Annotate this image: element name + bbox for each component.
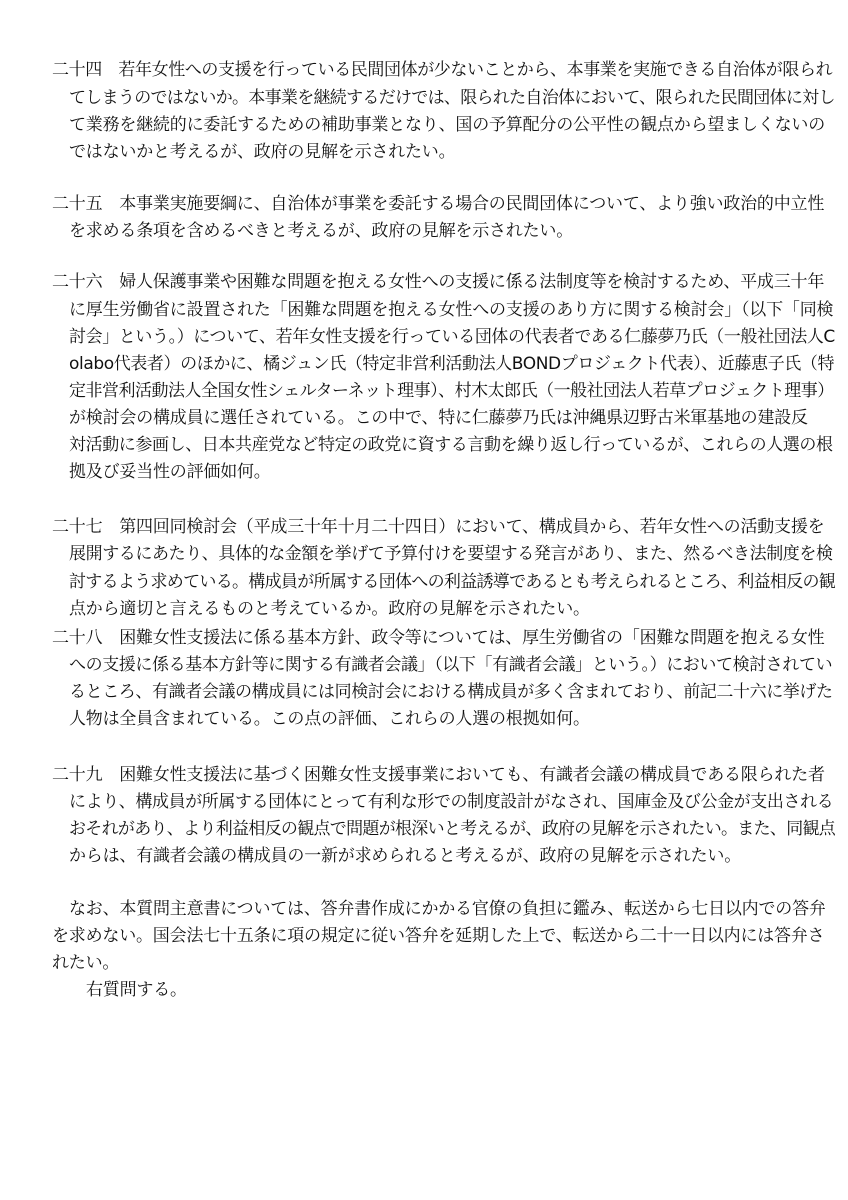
item-28-line-4: 人物は全員含まれている。この点の評価、これらの人選の根拠如何。 [69,709,590,729]
item-27-line-2: 展開するにあたり、具体的な金額を挙げて予算付けを要望する発言があり、また、然るべき法制度を検 [69,544,833,564]
item-27-line-4: 点から適切と言えるものと考えているか。政府の見解を示されたい。 [69,599,590,619]
closing-line-3: れたい。 [52,953,120,973]
item-24-line-2: てしまうのではないか。本事業を継続するだけでは、限られた自治体において、限られた民間団体に対し [69,88,835,108]
item-26-line-2: に厚生労働省に設置された「困難な問題を抱える女性への支援のあり方に関する検討会」（以下「同検 [69,300,834,320]
item-29-line-1: 二十九 困難女性支援法に基づく困難女性支援事業においても、有識者会議の構成員である限られた者 [52,765,825,785]
closing-line-2: を求めない。国会法七十五条に項の規定に従い答弁を延期した上で、転送から二十一日以内には答弁さ [52,926,825,946]
item-26-line-7: 対活動に参画し、日本共産党など特定の政党に資する言動を繰り返し行っているが、これらの人選の根 [69,435,833,455]
item-25-line-1: 二十五 本事業実施要綱に、自治体が事業を委託する場合の民間団体について、より強い政治的中立性 [52,194,825,214]
item-25-line-2: を求める条項を含めるべきと考えるが、政府の見解を示されたい。 [69,221,573,241]
item-29-line-2: により、構成員が所属する団体にとって有利な形での制度設計がなされ、国庫金及び公金が支出される [69,792,834,812]
item-28-line-2: への支援に係る基本方針等に関する有識者会議」（以下「有識者会議」という。）において検討されてい [69,655,833,675]
item-26-line-3: 討会」という。）について、若年女性支援を行っている団体の代表者である仁藤夢乃氏（一般社団法人C [69,327,835,347]
item-27-line-3: 討するよう求めている。構成員が所属する団体への利益誘導であるとも考えられるところ、利益相反の観 [69,572,836,592]
item-26-line-4: olabo代表者）のほかに、橘ジュン氏（特定非営利活動法人BONDプロジェクト代表）、近藤恵子氏（特 [69,354,835,374]
closing-line-1: なお、本質問主意書については、答弁書作成にかかる官僚の負担に鑑み、転送から七日以内での答弁 [69,899,826,919]
item-26-line-6: が検討会の構成員に選任されている。この中で、特に仁藤夢乃氏は沖縄県辺野古米軍基地の建設反 [69,408,808,428]
item-24-line-3: て業務を継続的に委託するための補助事業となり、国の予算配分の公平性の観点から望ましくないの [69,115,825,135]
item-28-line-3: るところ、有識者会議の構成員には同検討会における構成員が多く含まれており、前記二十六に挙げた [69,682,833,702]
item-24-line-4: ではないかと考えるが、政府の見解を示されたい。 [69,142,456,162]
item-27-line-1: 二十七 第四回同検討会（平成三十年十月二十四日）において、構成員から、若年女性への活動支援を [52,517,825,537]
sign-off: 右質問する。 [86,980,187,1000]
item-26-line-1: 二十六 婦人保護事業や困難な問題を抱える女性への支援に係る法制度等を検討するため、平成三十年 [52,272,825,292]
item-26-line-5: 定非営利活動法人全国女性シェルターネット理事）、村木太郎氏（一般社団法人若草プロジェクト理事） [69,381,834,401]
item-28-line-1: 二十八 困難女性支援法に係る基本方針、政令等については、厚生労働省の「困難な問題を抱える女性 [52,628,825,648]
item-26-line-8: 拠及び妥当性の評価如何。 [69,462,271,482]
item-24-line-1: 二十四 若年女性への支援を行っている民間団体が少ないことから、本事業を実施できる自治体が限られ [52,60,833,80]
item-29-line-3: おそれがあり、より利益相反の観点で問題が根深いと考えるが、政府の見解を示されたい。また、同観点 [69,819,836,839]
item-29-line-4: からは、有識者会議の構成員の一新が求められると考えるが、政府の見解を示されたい。 [69,846,741,866]
